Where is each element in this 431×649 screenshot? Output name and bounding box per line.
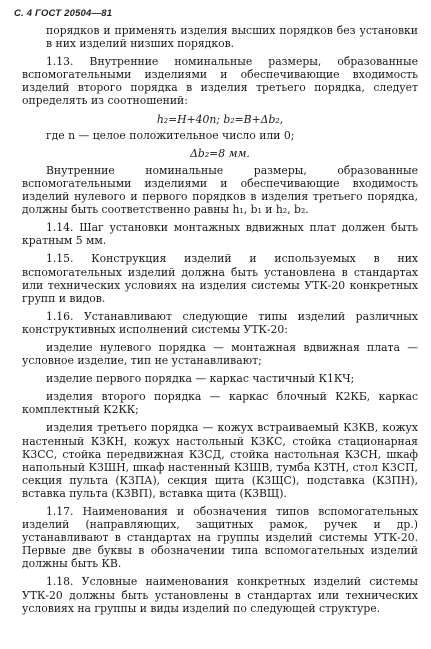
paragraph-continuation: порядков и применять изделия высших порядков без установки в них изделий низших порядков. (46, 24, 418, 51)
paragraph-1-15: 1.15. Конструкция изделий и используемых в них вспомогательных изделий должна быть установлена в стандартах или технических условиях на изделия системы УТК-20 конкретных групп и видов. (22, 252, 418, 305)
paragraph-zero-order: изделие нулевого порядка — монтажная вдвижная плата — условное изделие, тип не устанавливают; (22, 340, 418, 368)
paragraph-internal-sizes: Внутренние номинальные размеры, образованные вспомогательными изделиями и обеспечивающие входимость изделий нулевого и первого порядков в изделия третьего порядка, должны быть соответственно равны h₁, b₁ и h₂, b₂. (22, 163, 418, 217)
formula-where-clause: где n — целое положительное число или 0; (46, 128, 295, 142)
paragraph-1-17: 1.17. Наименования и обозначения типов вспомогательных изделий (направляющих, защитных рамок, ручек и др.) устанавливают в стандартах на группы изделий системы УТК-20. Первые две буквы в обозначении типа вспомогательных изделий должны быть КВ. (22, 505, 418, 571)
paragraph-1-18: 1.18. Условные наименования конкретных изделий системы УТК-20 должны быть установлены в стандартах или технических условиях на группы и виды изделий по следующей структуре. (22, 575, 418, 615)
paragraph-second-order: изделия второго порядка — каркас блочный К2КБ, каркас комплектный К2КК; (22, 390, 418, 417)
document-body (22, 24, 418, 620)
paragraph-first-order: изделие первого порядка — каркас частичный К1КЧ; (46, 372, 355, 386)
paragraph-1-13: 1.13. Внутренние номинальные размеры, образованные вспомогательными изделиями и обеспечивающие входимость изделий второго порядка в изделия третьего порядка, следует определять из соотношений: (22, 55, 418, 108)
page-header: С. 4 ГОСТ 20504—81 (14, 8, 113, 19)
formula-delta-b2: Δb₂=8 мм. (190, 146, 250, 160)
paragraph-1-14: 1.14. Шаг установки монтажных вдвижных плат должен быть кратным 5 мм. (22, 221, 418, 248)
paragraph-third-order: изделия третьего порядка — кожух встраиваемый К3КВ, кожух настенный К3КН, кожух настольный К3КС, стойка стационарная К3СС, стойка передвижная К3СД, стойка настольная К3СН, шкаф напольный К3ШН, шкаф настенный К3ШВ, тумба К3ТН, стол К3СП, секция пульта (К3ПА), секция щита (К3ЩС), подставка (К3ПН), вставка пульта (К3ВП), вставка щита (К3ВЩ). (22, 421, 418, 500)
formula-h2-b2: h₂=H+40n; b₂=B+Δb₂, (156, 112, 284, 126)
paragraph-1-16: 1.16. Устанавливают следующие типы изделий различных конструктивных исполнений системы УТК-20: (22, 309, 418, 336)
